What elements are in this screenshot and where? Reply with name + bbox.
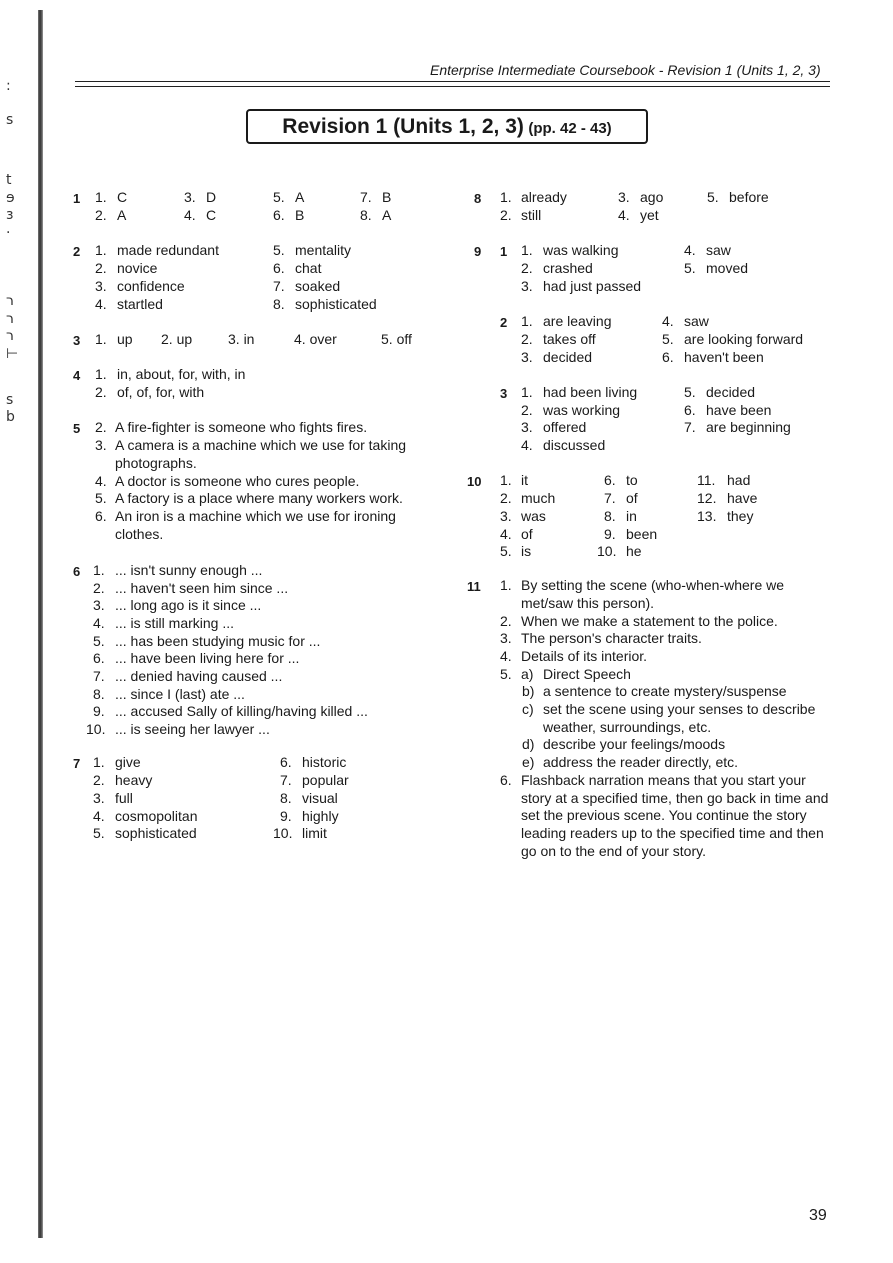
item-number: 6. <box>273 260 285 276</box>
answer: By setting the scene (who-when-where we <box>521 577 785 593</box>
answer: C <box>206 207 217 223</box>
answer: crashed <box>543 260 593 276</box>
item-number: 1. <box>500 189 512 205</box>
answer: ... denied having caused ... <box>115 668 283 684</box>
item-number: 4. <box>618 207 630 223</box>
item-number: 3. <box>521 349 533 365</box>
exercise-number: 10 <box>467 474 482 489</box>
answer: novice <box>117 260 158 276</box>
answer: discussed <box>543 437 606 453</box>
answer: C <box>117 189 128 205</box>
item-number: 1. <box>95 242 107 258</box>
item-number: 10. <box>86 721 106 737</box>
item-number: 10. <box>597 543 617 559</box>
item-number: 8. <box>360 207 372 223</box>
sub-item-letter: e) <box>522 754 535 770</box>
item-number: 7. <box>684 419 696 435</box>
margin-fragment: ɘ <box>6 190 15 206</box>
page-number: 39 <box>809 1207 827 1224</box>
answer: full <box>115 790 133 806</box>
answer: are beginning <box>706 419 791 435</box>
answer-continued: leading readers up to the specified time and then <box>521 825 824 841</box>
answer: sophisticated <box>115 825 197 841</box>
exercise-number: 4 <box>73 368 81 383</box>
answer-continued: story at a specified time, then go back in time and <box>521 790 829 806</box>
answer-continued: set the previous scene. You continue the story <box>521 807 807 823</box>
margin-fragment: · <box>6 225 11 241</box>
item-number: 1. <box>93 562 105 578</box>
answer: startled <box>117 296 163 312</box>
answer: A doctor is someone who cures people. <box>115 473 360 489</box>
answer: had just passed <box>543 278 642 294</box>
item-number: 3. <box>93 597 105 613</box>
answer: of <box>521 526 533 542</box>
item-number: 1. <box>95 189 107 205</box>
item-number: 4. <box>93 615 105 631</box>
answer: was working <box>543 402 621 418</box>
answer: chat <box>295 260 322 276</box>
item-number: 4. <box>500 526 512 542</box>
item-number: 9. <box>280 808 292 824</box>
answer: The person's character traits. <box>521 630 702 646</box>
answer: An iron is a machine which we use for ironing <box>115 508 396 524</box>
answer: set the scene using your senses to describe <box>543 701 816 717</box>
running-header: Enterprise Intermediate Coursebook - Revision 1 (Units 1, 2, 3) <box>430 62 821 78</box>
answer: yet <box>640 207 659 223</box>
item-number: 1. <box>500 577 512 593</box>
item-number: 4. <box>662 313 674 329</box>
exercise-number: 3 <box>73 333 81 348</box>
item-number: 5. <box>662 331 674 347</box>
item-number: 8. <box>280 790 292 806</box>
part-number: 1 <box>500 244 508 259</box>
answer: have been <box>706 402 772 418</box>
item-number: 4. <box>93 808 105 824</box>
answer: of <box>626 490 638 506</box>
item-number: 8. <box>604 508 616 524</box>
answer: 2. up <box>161 331 193 347</box>
answer: saw <box>684 313 709 329</box>
answer: he <box>626 543 642 559</box>
answer: Direct Speech <box>543 666 631 682</box>
answer: D <box>206 189 217 205</box>
binding-edge <box>38 10 43 1238</box>
answer: had <box>727 472 751 488</box>
margin-fragment: ר <box>6 293 14 309</box>
item-number: 8. <box>93 686 105 702</box>
answer: confidence <box>117 278 185 294</box>
sub-item-letter: a) <box>521 666 534 682</box>
answer: moved <box>706 260 749 276</box>
answer: A fire-fighter is someone who fights fires. <box>115 419 368 435</box>
answer: give <box>115 754 141 770</box>
answer-continued: weather, surroundings, etc. <box>543 719 712 735</box>
item-number: 10. <box>273 825 293 841</box>
answer: Flashback narration means that you start your <box>521 772 806 788</box>
answer: it <box>521 472 528 488</box>
answer: ago <box>640 189 664 205</box>
exercise-number: 9 <box>474 244 482 259</box>
item-number: 5. <box>707 189 719 205</box>
answer: cosmopolitan <box>115 808 198 824</box>
answer: haven't been <box>684 349 764 365</box>
answer: A camera is a machine which we use for taking <box>115 437 407 453</box>
answer: ... isn't sunny enough ... <box>115 562 263 578</box>
margin-fragment: ɜ <box>6 207 14 223</box>
answer-continued: clothes. <box>115 526 164 542</box>
answer: before <box>729 189 769 205</box>
item-number: 11. <box>697 472 716 488</box>
item-number: 7. <box>280 772 292 788</box>
item-number: 5. <box>500 543 512 559</box>
item-number: 7. <box>360 189 372 205</box>
header-rule <box>75 86 830 87</box>
item-number: 2. <box>93 580 105 596</box>
answer: visual <box>302 790 338 806</box>
item-number: 1. <box>95 331 107 347</box>
item-number: 6. <box>273 207 285 223</box>
answer: they <box>727 508 754 524</box>
page-title-box <box>246 109 648 144</box>
item-number: 2. <box>521 260 533 276</box>
margin-fragment: b <box>6 409 15 425</box>
margin-fragment: ר <box>6 328 14 344</box>
answer: ... is still marking ... <box>115 615 235 631</box>
sub-item-letter: c) <box>522 701 534 717</box>
item-number: 5. <box>273 189 285 205</box>
answer: 5. off <box>381 331 412 347</box>
answer-continued: met/saw this person). <box>521 595 655 611</box>
answer: A <box>382 207 392 223</box>
item-number: 6. <box>93 650 105 666</box>
answer: ... accused Sally of killing/having killed ... <box>115 703 368 719</box>
answer: still <box>521 207 542 223</box>
item-number: 3. <box>184 189 196 205</box>
answer-continued: go on to the end of your story. <box>521 843 706 859</box>
page-title: Revision 1 (Units 1, 2, 3) <box>282 115 524 138</box>
answer: in <box>626 508 637 524</box>
item-number: 4. <box>95 473 107 489</box>
exercise-number: 5 <box>73 421 81 436</box>
margin-fragment: : <box>6 78 11 94</box>
answer: are looking forward <box>684 331 804 347</box>
answer: A <box>117 207 127 223</box>
answer: saw <box>706 242 731 258</box>
item-number: 5. <box>273 242 285 258</box>
answer: had been living <box>543 384 638 400</box>
item-number: 4. <box>500 648 512 664</box>
answer: offered <box>543 419 587 435</box>
answer: heavy <box>115 772 153 788</box>
answer: already <box>521 189 567 205</box>
answer: A <box>295 189 305 205</box>
item-number: 5. <box>95 490 107 506</box>
item-number: 2. <box>500 490 512 506</box>
part-number: 3 <box>500 386 508 401</box>
margin-fragment: s <box>6 392 14 408</box>
item-number: 6. <box>684 402 696 418</box>
answer: A factory is a place where many workers work. <box>115 490 403 506</box>
item-number: 3. <box>500 630 512 646</box>
answer-continued: photographs. <box>115 455 197 471</box>
answer: ... has been studying music for ... <box>115 633 321 649</box>
answer: was <box>521 508 546 524</box>
item-number: 2. <box>95 260 107 276</box>
answer: sophisticated <box>295 296 377 312</box>
answer: made redundant <box>117 242 219 258</box>
answer: are leaving <box>543 313 612 329</box>
sub-item-letter: b) <box>522 683 535 699</box>
item-number: 4. <box>684 242 696 258</box>
item-number: 1. <box>521 384 533 400</box>
answer: much <box>521 490 556 506</box>
item-number: 2. <box>95 207 107 223</box>
answer: of, of, for, with <box>117 384 205 400</box>
answer: ... since I (last) ate ... <box>115 686 245 702</box>
margin-fragment: ꜱ <box>6 112 14 128</box>
answer: limit <box>302 825 327 841</box>
item-number: 5. <box>93 825 105 841</box>
item-number: 3. <box>500 508 512 524</box>
item-number: 6. <box>500 772 512 788</box>
part-number: 2 <box>500 315 508 330</box>
answer: decided <box>706 384 756 400</box>
answer: 4. over <box>294 331 337 347</box>
item-number: 5. <box>684 384 696 400</box>
item-number: 2. <box>500 613 512 629</box>
item-number: 9. <box>93 703 105 719</box>
answer: in, about, for, with, in <box>117 366 246 382</box>
item-number: 1. <box>500 472 512 488</box>
item-number: 13. <box>697 508 717 524</box>
exercise-number: 11 <box>467 579 481 594</box>
answer: ... long ago is it since ... <box>115 597 262 613</box>
answer: was walking <box>543 242 619 258</box>
answer: highly <box>302 808 339 824</box>
item-number: 9. <box>604 526 616 542</box>
item-number: 6. <box>280 754 292 770</box>
answer: address the reader directly, etc. <box>543 754 739 770</box>
item-number: 4. <box>521 437 533 453</box>
item-number: 1. <box>95 366 107 382</box>
answer: is <box>521 543 532 559</box>
answer: to <box>626 472 638 488</box>
item-number: 2. <box>93 772 105 788</box>
header-rule <box>75 81 830 82</box>
answer: describe your feelings/moods <box>543 736 726 752</box>
item-number: 1. <box>93 754 105 770</box>
answer: mentality <box>295 242 352 258</box>
answer: ... have been living here for ... <box>115 650 300 666</box>
item-number: 6. <box>604 472 616 488</box>
answer: When we make a statement to the police. <box>521 613 778 629</box>
answer: B <box>295 207 305 223</box>
item-number: 2. <box>500 207 512 223</box>
answer: have <box>727 490 758 506</box>
item-number: 3. <box>521 419 533 435</box>
item-number: 5. <box>500 666 512 682</box>
answer: soaked <box>295 278 341 294</box>
answer: been <box>626 526 658 542</box>
sub-item-letter: d) <box>522 736 535 752</box>
item-number: 6. <box>662 349 674 365</box>
exercise-number: 7 <box>73 756 81 771</box>
answer: up <box>117 331 133 347</box>
item-number: 7. <box>93 668 105 684</box>
item-number: 1. <box>521 242 533 258</box>
item-number: 3. <box>95 278 107 294</box>
item-number: 4. <box>95 296 107 312</box>
item-number: 2. <box>95 384 107 400</box>
item-number: 7. <box>273 278 285 294</box>
item-number: 8. <box>273 296 285 312</box>
item-number: 3. <box>95 437 107 453</box>
answer: 3. in <box>228 331 255 347</box>
page-subtitle: (pp. 42 - 43) <box>528 120 612 137</box>
answer: decided <box>543 349 593 365</box>
item-number: 2. <box>521 331 533 347</box>
item-number: 5. <box>684 260 696 276</box>
margin-fragment: t <box>6 172 12 188</box>
item-number: 3. <box>521 278 533 294</box>
margin-fragment: ⊢ <box>6 346 19 362</box>
answer: takes off <box>543 331 596 347</box>
answer: historic <box>302 754 347 770</box>
item-number: 4. <box>184 207 196 223</box>
answer: ... haven't seen him since ... <box>115 580 289 596</box>
answer: a sentence to create mystery/suspense <box>543 683 787 699</box>
answer: ... is seeing her lawyer ... <box>115 721 270 737</box>
exercise-number: 8 <box>474 191 482 206</box>
item-number: 12. <box>697 490 717 506</box>
answer: Details of its interior. <box>521 648 648 664</box>
item-number: 1. <box>521 313 533 329</box>
answer: popular <box>302 772 349 788</box>
item-number: 3. <box>93 790 105 806</box>
answer: B <box>382 189 392 205</box>
item-number: 6. <box>95 508 107 524</box>
exercise-number: 6 <box>73 564 81 579</box>
item-number: 7. <box>604 490 616 506</box>
item-number: 2. <box>521 402 533 418</box>
exercise-number: 2 <box>73 244 81 259</box>
item-number: 3. <box>618 189 630 205</box>
margin-fragment: ר <box>6 311 14 327</box>
item-number: 2. <box>95 419 107 435</box>
item-number: 5. <box>93 633 105 649</box>
exercise-number: 1 <box>73 191 81 206</box>
